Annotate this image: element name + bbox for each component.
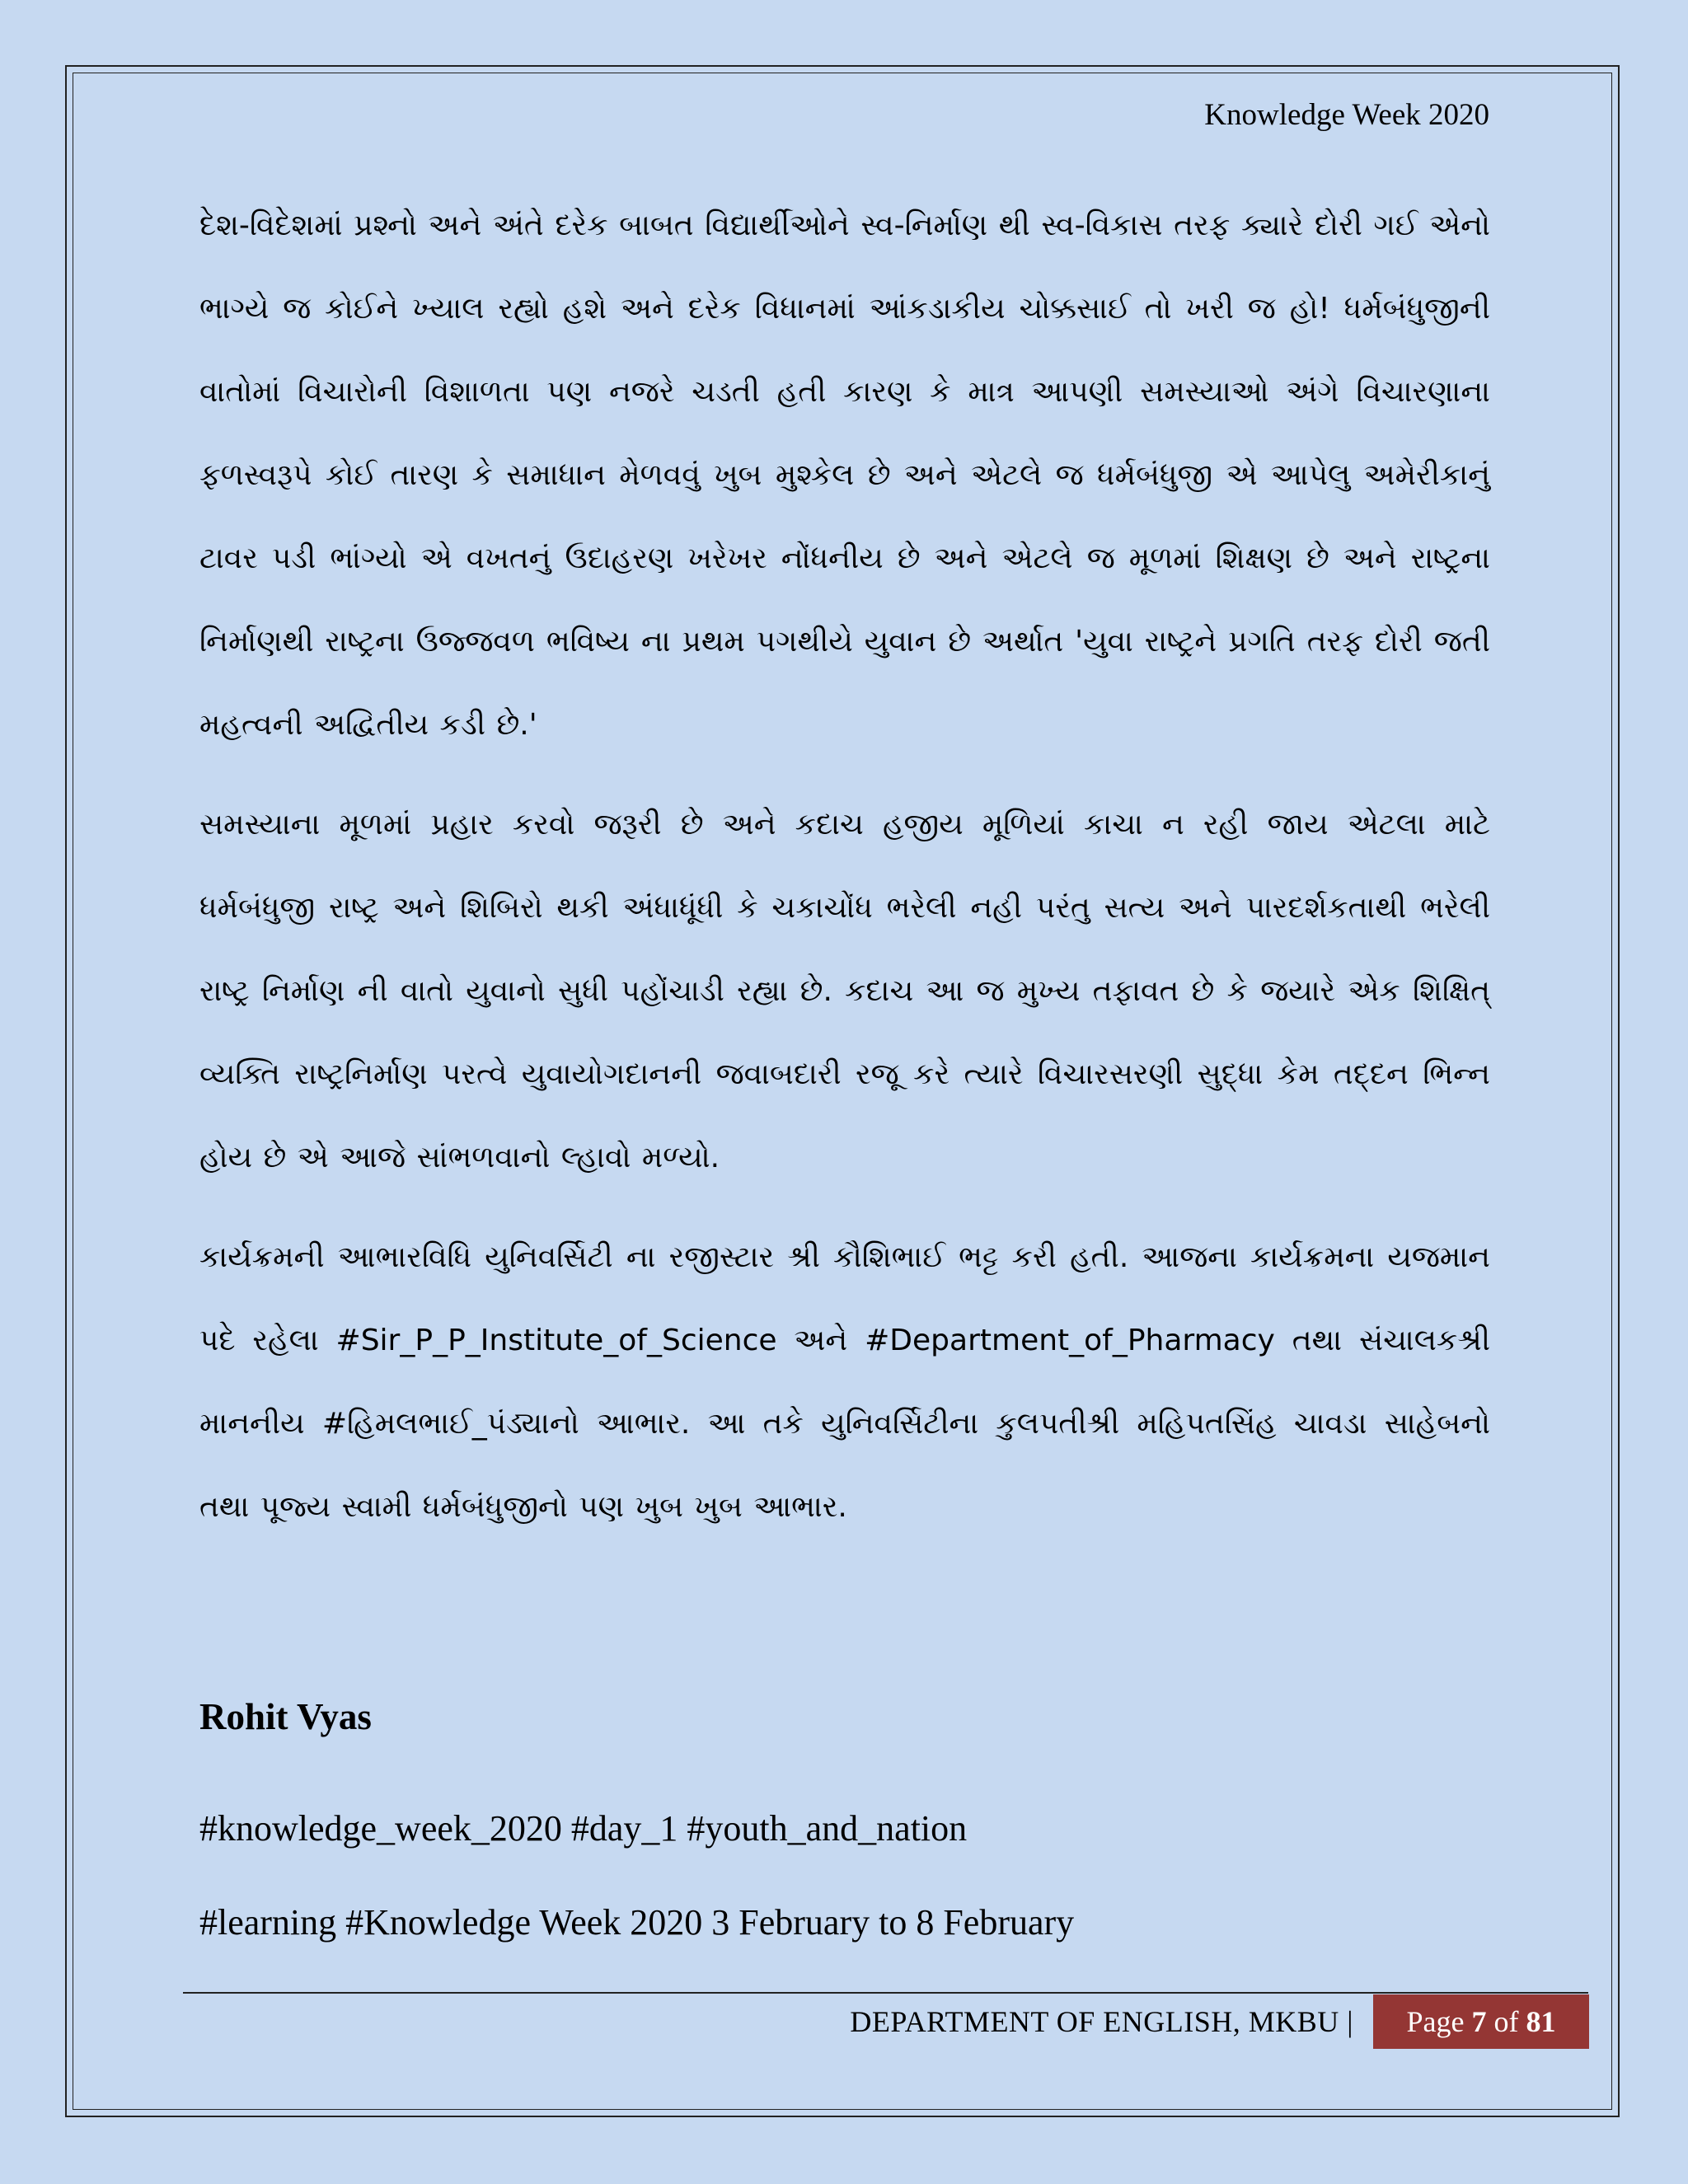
footer-divider (183, 1992, 1588, 1994)
page-total: 81 (1526, 2005, 1556, 2038)
footer-department: DEPARTMENT OF ENGLISH, MKBU | (850, 2005, 1353, 2038)
of-word: of (1493, 2005, 1519, 2038)
article-body (199, 184, 1490, 1565)
hashtags-line-2: #learning #Knowledge Week 2020 3 February to 8 February (199, 1902, 1075, 1943)
page-word: Page (1406, 2005, 1465, 2038)
paragraph-2: સમસ્યાના મૂળમાં પ્રહાર કરવો જરૂરી છે અને કદાચ હજીય મૂળિયાં કાચા ન રહી જાય એટલા માટે ધર્મબંધુજી રાષ્ટ્ર અને શિબિરો થકી અંધાધૂંધી કે ચકાચોંધ ભરેલી નહી પરંતુ સત્ય અને પારદર્શકતાથી ભરેલી રાષ્ટ્ર નિર્માણ ની વાતો યુવાનો સુધી પહોંચાડી રહ્યા છે. કદાચ આ જ મુખ્ય તફાવત છે કે જયારે એક શિક્ષિત્ વ્યક્તિ રાષ્ટ્રનિર્માણ પરત્વે યુવાયોગદાનની જવાબદારી રજૂ કરે ત્યારે વિચારસરણી સુદ્ધા કેમ તદ્દન ભિન્ન હોય છે એ આજે સાંભળવાનો લ્હાવો મળ્યો. (199, 808, 1490, 1174)
page-current: 7 (1471, 2005, 1487, 2038)
paragraph-3: કાર્યક્રમની આભારવિધિ યુનિવર્સિટી ના રજીસ્ટાર શ્રી કૌશિભાઈ ભટ્ટ કરી હતી. આજના કાર્યક્રમના યજમાન પદે રહેલા #Sir_P_P_Institute_of_Science અને #Department_of_Pharmacy તથા સંચાલકશ્રી માનનીય #હિમલભાઈ_પંડ્યાનો આભાર. આ તકે યુનિવર્સિટીના કુલપતીશ્રી મહિપતસિંહ ચાવડા સાહેબનો તથા પૂજ્ય સ્વામી ધર્મબંધુજીનો પણ ખુબ ખુબ આભાર. (199, 1240, 1490, 1524)
paragraph-1: દેશ-વિદેશમાં પ્રશ્નો અને અંતે દરેક બાબત વિદ્યાર્થીઓને સ્વ-નિર્માણ થી સ્વ-વિકાસ તરફ ક્યારે દોરી ગઈ એનો ભાગ્યે જ કોઈને ખ્યાલ રહ્યો હશે અને દરેક વિધાનમાં આંકડાકીય ચોક્કસાઈ તો ખરી જ હો! ધર્મબંધુજીની વાતોમાં વિચારોની વિશાળતા પણ નજરે ચડતી હતી કારણ કે માત્ર આપણી સમસ્યાઓ અંગે વિચારણાના ફળસ્વરૂપે કોઈ તારણ કે સમાધાન મેળવવું ખુબ મુશ્કેલ છે અને એટલે જ ધર્મબંધુજી એ આપેલુ અમેરીકાનું ટાવર પડી ભાંગ્યો એ વખતનું ઉદાહરણ ખરેખર નોંધનીય છે અને એટલે જ મૂળમાં શિક્ષણ છે અને રાષ્ટ્રના નિર્માણથી રાષ્ટ્રના ઉજ્જવળ ભવિષ્ય ના પ્રથમ પગથીયે યુવાન છે અર્થાત 'યુવા રાષ્ટ્રને પ્રગતિ તરફ દોરી જતી મહત્વની અદ્વિતીય કડી છે.' (199, 209, 1490, 742)
running-header: Knowledge Week 2020 (1204, 98, 1489, 132)
page-number-badge (1373, 1994, 1589, 2049)
author-name: Rohit Vyas (199, 1696, 372, 1737)
hashtags-line-1: #knowledge_week_2020 #day_1 #youth_and_nation (199, 1808, 968, 1849)
